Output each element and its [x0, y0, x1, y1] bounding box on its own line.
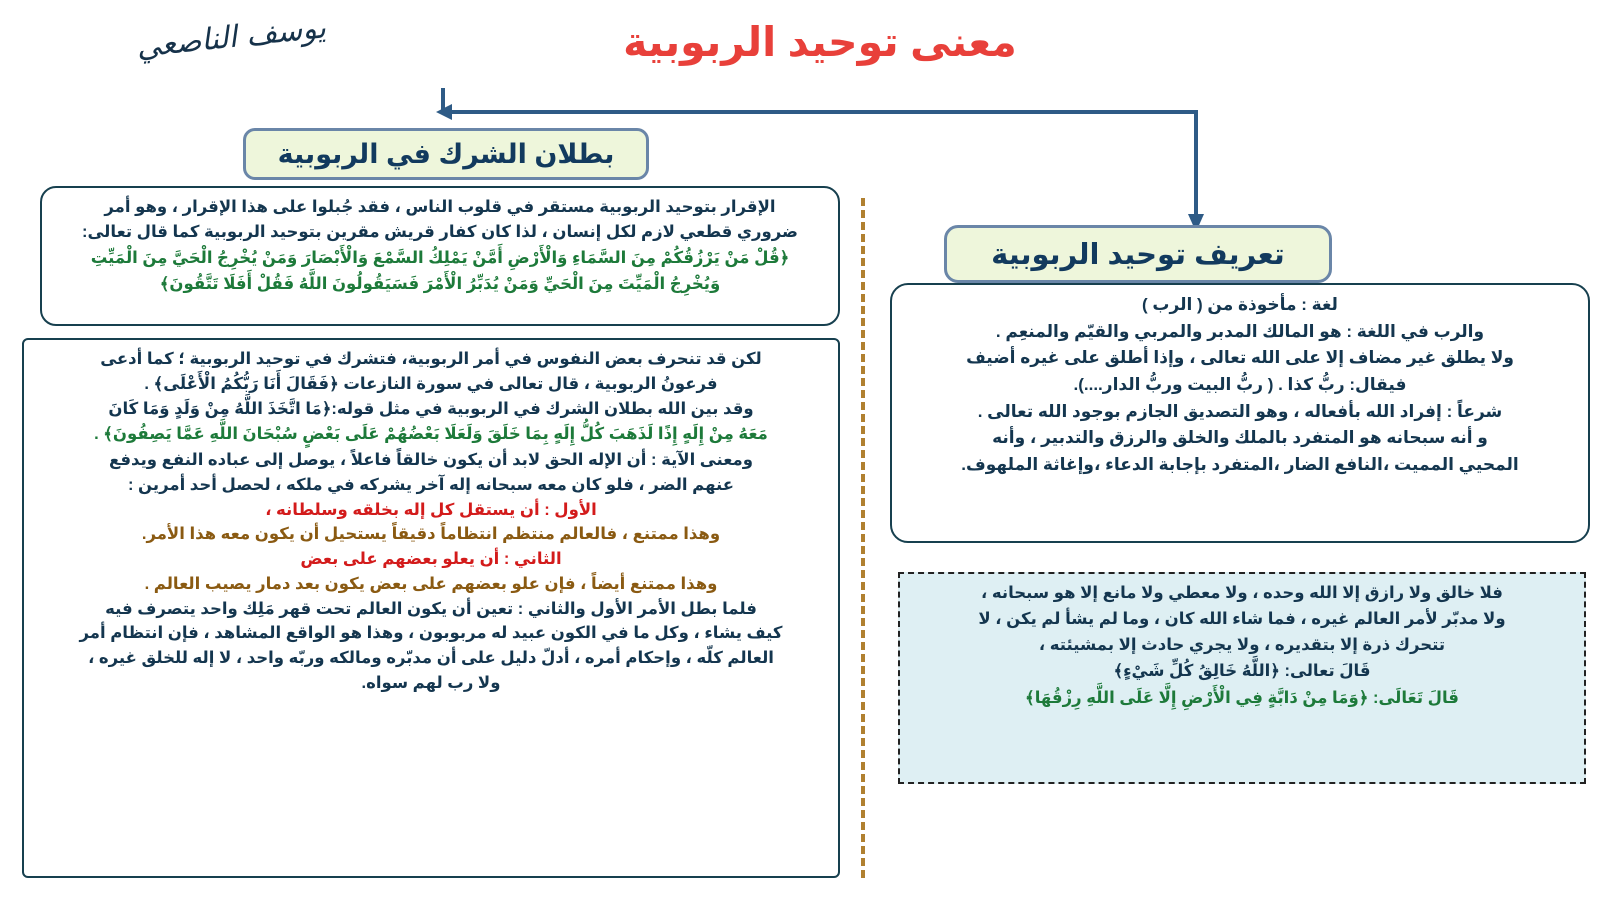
right-dashed-box	[898, 572, 1586, 784]
left-main-line-9: الثاني : أن يعلو بعضهم على بعض	[300, 550, 562, 569]
def-line-4: فيقال: ربُّ كذا . ( ربُّ البيت وربُّ الدار....).	[1073, 374, 1407, 394]
left-main-line-4: مَعَهُ مِنْ إِلَهٍ إِذًا لَذَهَبَ كُلُّ إِلَهٍ بِمَا خَلَقَ وَلَعَلَا بَعْضُهُمْ عَلَى بَعْضٍ سُبْحَانَ اللَّهِ عَمَّا يَصِفُونَ﴾ .	[94, 425, 768, 444]
dashed-line-5: قَالَ تَعَالَى: ﴿وَمَا مِنْ دَابَّةٍ فِي الْأَرْضِ إِلَّا عَلَى اللَّهِ رِزْقُهَا﴾	[1025, 688, 1459, 707]
right-definition-box	[890, 283, 1590, 543]
left-main-box	[22, 338, 840, 878]
left-main-line-10: وهذا ممتنع أيضاً ، فإن علو بعضهم على بعض يكون بعد دمار يصيب العالم .	[144, 574, 718, 593]
left-main-line-6: عنهم الضر ، فلو كان معه سبحانه إله آخر يشركه في ملكه ، لحصل أحد أمرين :	[127, 475, 735, 494]
def-line-2: والرب في اللغة : هو المالك المدبر والمربي والقيّم والمنعِم .	[995, 321, 1485, 341]
left-top-verse-2: وَيُخْرِجُ الْمَيِّتَ مِنَ الْحَيِّ وَمَنْ يُدَبِّرُ الْأَمْرَ فَسَيَقُولُونَ اللَّهُ فَقُلْ أَفَلَا تَتَّقُونَ﴾	[159, 275, 721, 294]
left-main-line-2: فرعونُ الربوبية ، قال تعالى في سورة النازعات ﴿فَقَالَ أَنَا رَبُّكُمُ الْأَعْلَى﴾ .	[144, 374, 718, 393]
def-line-7: المحيي المميت ،النافع الضار ،المتفرد بإجابة الدعاء ،وإغاثة الملهوف.	[961, 454, 1519, 474]
left-main-line-12: كيف يشاء ، وكل ما في الكون عبيد له مربوبون ، وهذا هو الواقع المشاهد ، فإن انتظام أمر	[79, 624, 783, 643]
left-top-line-2: ضروري قطعي لازم لكل إنسان ، لذا كان كفار قريش مقرين بتوحيد الربوبية كما قال تعالى:	[81, 222, 798, 241]
left-main-line-7: الأول : أن يستقل كل إله بخلقه وسلطانه ،	[265, 500, 597, 519]
author-signature: يوسف الناصعي	[134, 10, 328, 65]
left-top-box	[40, 186, 840, 326]
left-main-line-3: وقد بين الله بطلان الشرك في الربوبية في مثل قوله:﴿مَا اتَّخَذَ اللَّهُ مِنْ وَلَدٍ وَمَا كَانَ	[108, 399, 754, 418]
left-main-line-11: فلما بطل الأمر الأول والثاني : تعين أن يكون العالم تحت قهر مَلِك واحد يتصرف فيه	[105, 599, 757, 618]
left-main-line-13: العالم كلّه ، وإحكام أمره ، أدلّ دليل على أن مدبّره ومالكه وربّه واحد ، لا إله للخلق غيره ،	[88, 649, 774, 668]
def-line-6: و أنه سبحانه هو المتفرد بالملك والخلق والرزق والتدبير ، وأنه	[992, 428, 1488, 448]
left-main-line-5: ومعنى الآية : أن الإله الحق لابد أن يكون خالقاً فاعلاً ، يوصل إلى عباده النفع ويدفع	[108, 451, 754, 470]
dashed-line-4: قَالَ تعالى: ﴿اللَّهُ خَالِقُ كُلِّ شَيْءٍ﴾	[1113, 661, 1371, 680]
def-line-3: ولا يطلق غير مضاف إلا على الله تعالى ، وإذا أطلق على غيره أضيف	[966, 348, 1514, 368]
left-top-verse-1: ﴿قُلْ مَنْ يَرْزُقُكُمْ مِنَ السَّمَاءِ وَالْأَرْضِ أَمَّنْ يَمْلِكُ السَّمْعَ وَالْأَبْصَارَ وَمَنْ يُخْرِجُ الْحَيَّ مِنَ الْمَيِّتِ	[90, 248, 790, 267]
page-title: معنى توحيد الربوبية	[623, 19, 1017, 65]
left-main-line-14: ولا رب لهم سواه.	[361, 673, 501, 692]
def-line-5: شرعاً : إفراد الله بأفعاله ، وهو التصديق الجازم بوجود الله تعالى .	[977, 401, 1503, 421]
dashed-line-1: فلا خالق ولا رازق إلا الله وحده ، ولا معطي ولا مانع إلا هو سبحانه ،	[981, 584, 1503, 602]
vertical-divider	[861, 198, 865, 878]
dashed-line-3: تتحرك ذرة إلا بتقديره ، ولا يجري حادث إلا بمشيئته ،	[1038, 635, 1446, 654]
left-top-line-1: الإقرار بتوحيد الربوبية مستقر في قلوب الناس ، فقد جُبلوا على هذا الإقرار ، وهو أمر	[104, 198, 776, 216]
left-main-line-1: لكن قد تنحرف بعض النفوس في أمر الربوبية، فتشرك في توحيد الربوبية ؛ كما أدعى	[100, 350, 762, 368]
dashed-line-2: ولا مدبّر لأمر العالم غيره ، فما شاء الله كان ، وما لم يشأ لم يكن ، لا	[978, 609, 1506, 628]
def-line-1: لغة : مأخوذة من ( الرب )	[1142, 295, 1338, 314]
node-header-right: تعريف توحيد الربوبية	[944, 225, 1332, 283]
left-main-line-8: وهذا ممتنع ، فالعالم منتظم انتظاماً دقيقاً يستحيل أن يكون معه هذا الأمر.	[141, 525, 721, 544]
node-header-left: بطلان الشرك في الربوبية	[243, 128, 649, 180]
